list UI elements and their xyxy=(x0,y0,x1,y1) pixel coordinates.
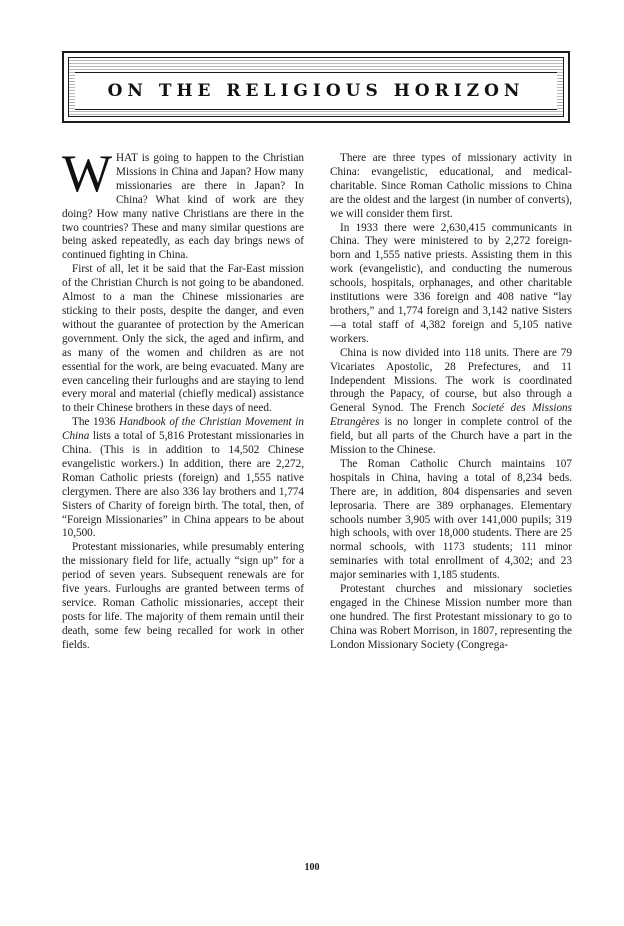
paragraph-protestant-terms: Protestant missionaries, while presumably entering the missionary field for life, actually “sign up” for a period of seven years. Subsequent renewals are for five years. Furloughs are granted between terms of service. Roman Catholic missionaries, accept their posts for life. The majority of them remain until their death, some few being recalled for work in other fields. xyxy=(62,541,304,651)
header-band xyxy=(75,72,557,110)
handbook-text-end: lists a total of 5,816 Protestant missionaries in China. (This is in addition to 14,502 Chinese evangelistic workers.) In addition, there are 2,272, Roman Catholic priests (foreign) and 1,555 native clergymen. There are also 336 lay brothers and 1,774 Sisters of Charity of foreign birth. The total, then, of “Foreign Missionaries” in China appears to be about 10,500. xyxy=(62,430,304,540)
units-text-start: China is now divided into 118 units. There are 79 Vicariates Apostolic, 28 Prefectures, and 11 Independent Missions. The work is coordinated through the Papacy, of course, but also through a General Synod. The French xyxy=(330,346,572,415)
paragraph-intro xyxy=(62,145,304,263)
paragraph-institutions: The Roman Catholic Church maintains 107 hospitals in China, having a total of 8,234 beds. There are, in addition, 804 dispensaries and seven leprosaria. There are 389 orphanages. Elementary schools number 3,905 with over 141,000 pupils; 319 high schools, with over 18,000 students. There are 25 normal schools, with 1173 students; 111 minor seminaries with total enrollment of 4,302; and 23 major seminaries with 1,185 students. xyxy=(330,457,572,582)
paragraph-communicants: In 1933 there were 2,630,415 communicants in China. They were ministered to by 2,272 foreign-born and 1,555 native priests. Assisting them in this work (evangelistic), and conducting the numerous schools, hospitals, orphanages, and other charitable institutions were 336 foreign and 408 native “lay brothers,” and 1,774 foreign and 3,142 native Sisters—a total staff of 4,382 foreign and 5,105 native workers. xyxy=(330,221,572,345)
header-rule-pattern xyxy=(68,57,564,117)
paragraph-units xyxy=(330,347,572,458)
units-text-end: is no longer in complete control of the field, but all parts of the Church have a part in the Mission to the Chinese. xyxy=(330,416,572,457)
left-column xyxy=(62,145,304,653)
handbook-title: Handbook of the Christian Movement in China xyxy=(62,416,304,443)
drop-cap: W xyxy=(62,145,113,203)
paragraph-protestant-churches: Protestant churches and missionary societies engaged in the Chinese Mission number more than one hundred. The first Protestant missionary to go to China was Robert Morrison, in 1807, representing the London Missionary Society (Congrega- xyxy=(330,583,572,651)
paragraph-mission-types: There are three types of missionary activity in China: evangelistic, educational, and medical-charitable. Since Roman Catholic missions to China are the oldest and the largest (in number of converts), we will consider them first. xyxy=(330,152,572,220)
paragraph-far-east-mission: First of all, let it be said that the Far-East mission of the Christian Church is not going to be abandoned. Almost to a man the Chinese missionaries are sticking to their posts, despite the danger, and even without the guarantee of protection by the American government. Only the sick, the aged and infirm, and as many of the women and children as are not essential for the work, are being evacuated. Many are even canceling their furloughs and are staying to lend every moral and material (chiefly medical) assistance to their Chinese brothers in these days of need. xyxy=(62,263,304,415)
page-title: ON THE RELIGIOUS HORIZON xyxy=(107,81,525,101)
paragraph-handbook xyxy=(62,416,304,541)
handbook-text-start: The 1936 xyxy=(72,416,120,429)
header-frame xyxy=(62,51,570,123)
intro-text: HAT is going to happen to the Christian Missions in China and Japan? How many missionaries are there in Japan? In China? What kind of work are they doing? How many native Christians are there in the two countries? These and many similar questions are being asked repeatedly, as each day brings news of continued fighting in China. xyxy=(62,152,304,262)
society-name: Societé des Missions Etrangères xyxy=(330,402,572,429)
page-number: 100 xyxy=(304,862,320,873)
right-column xyxy=(330,152,572,653)
